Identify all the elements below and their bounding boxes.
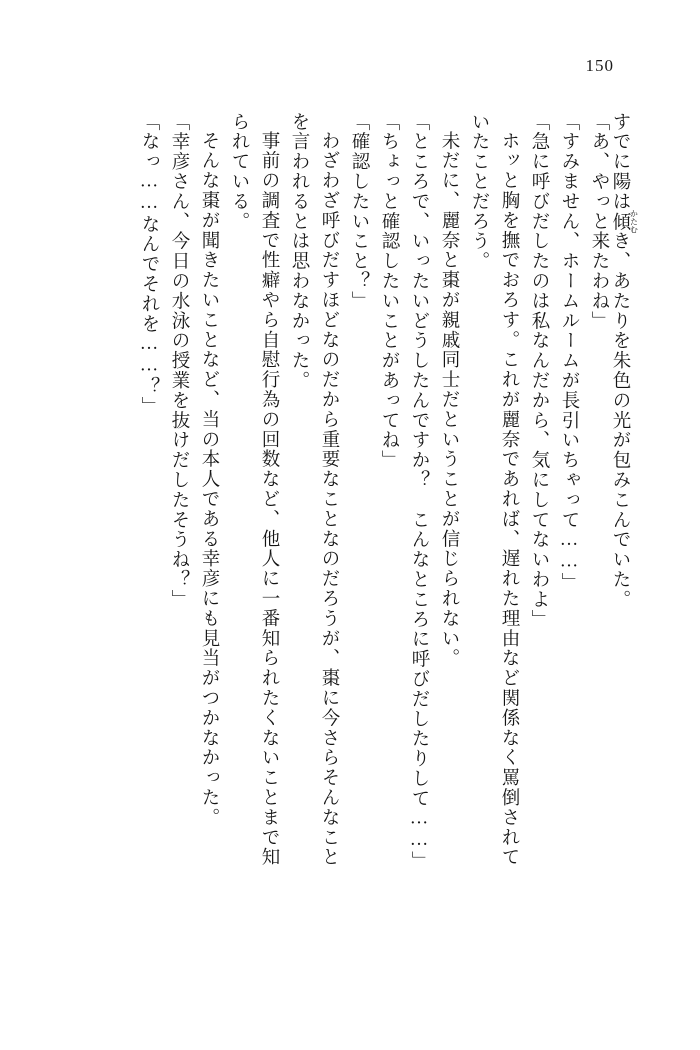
ruby-reading: かたむ [629,209,639,234]
text-line: わざわざ呼びだすほどなのだから重要なことなのだろうが、棗に今さらそんなこと [319,131,339,868]
text-line: 未だに、麗奈と棗が親戚同士だということが信じられない。 [439,131,459,669]
text-line: ホッと胸を撫でおろす。これが麗奈であれば、遅れた理由など関係なく罵倒されて [499,131,519,868]
text-line: られている。 [229,112,249,232]
text-line: 「急に呼びだしたのは私なんだから、気にしてないわよ」 [529,112,549,630]
ruby-kanji: 傾 かたむ [610,209,639,234]
text-line: 「幸彦さん、今日の水泳の授業を抜けだしたそうね？」 [169,112,189,610]
text-line: 「確認したいこと？」 [349,112,369,311]
text-line: 「ちょっと確認したいことがあってね」 [379,112,399,471]
page-number: 150 [585,56,614,75]
text-line: を言われるとは思わなかった。 [289,112,309,391]
text-line: 「なっ……なんでそれを……？」 [139,112,159,417]
text-line: そんな棗が聞きたいことなど、当の本人である幸彦にも見当がつかなかった。 [199,131,219,828]
vertical-text-body [62,112,638,992]
text-line: 「あ、やっと来たわね」 [589,112,609,331]
text-line: 事前の調査で性癖やら自慰行為の回数など、他人に一番知られたくないことまで知 [259,131,279,868]
text-line: いたことだろう。 [469,112,489,272]
text-line: 「すみません、ホームルームが長引いちゃって……」 [559,112,579,593]
text-line: 「ところで、いったいどうしたんですか？ こんなところに呼びだしたりして……」 [409,112,429,872]
text-line: すでに陽は傾 かたむき、あたりを朱色の光が包みこんでいた。 [610,112,639,610]
